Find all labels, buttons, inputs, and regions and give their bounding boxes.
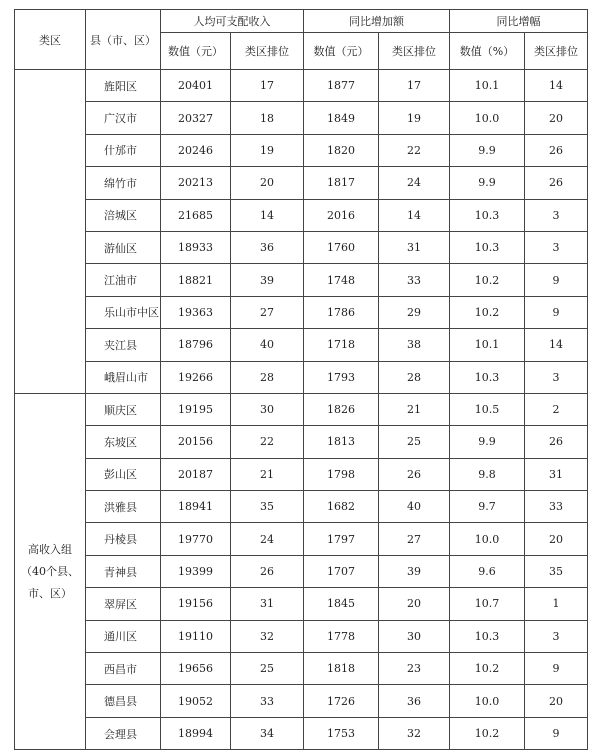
growth-rank-cell: 26 [525, 426, 588, 458]
income-rank-cell: 36 [231, 231, 304, 263]
header-increase-rank: 类区排位 [379, 33, 450, 70]
growth-value-cell: 10.3 [450, 620, 525, 652]
increase-rank-cell: 17 [379, 70, 450, 102]
growth-rank-cell: 20 [525, 685, 588, 717]
income-rank-cell: 21 [231, 458, 304, 490]
income-value-cell: 19266 [161, 361, 231, 393]
table-row [15, 199, 588, 231]
increase-rank-cell: 40 [379, 491, 450, 523]
income-rank-cell: 14 [231, 199, 304, 231]
header-county: 县（市、区） [86, 10, 161, 70]
income-table [14, 9, 588, 750]
table-row [15, 70, 588, 102]
income-rank-cell: 24 [231, 523, 304, 555]
increase-value-cell: 1845 [304, 588, 379, 620]
growth-rank-cell: 14 [525, 70, 588, 102]
growth-rank-cell: 20 [525, 523, 588, 555]
income-value-cell: 19156 [161, 588, 231, 620]
table-row [15, 620, 588, 652]
increase-rank-cell: 22 [379, 134, 450, 166]
increase-value-cell: 1778 [304, 620, 379, 652]
growth-rank-cell: 31 [525, 458, 588, 490]
increase-value-cell: 1826 [304, 393, 379, 425]
county-cell: 江油市 [86, 264, 161, 296]
county-cell: 丹棱县 [86, 523, 161, 555]
table-row [15, 555, 588, 587]
county-cell: 洪雅县 [86, 491, 161, 523]
increase-rank-cell: 30 [379, 620, 450, 652]
income-value-cell: 19363 [161, 296, 231, 328]
increase-value-cell: 1877 [304, 70, 379, 102]
increase-value-cell: 1849 [304, 102, 379, 134]
increase-value-cell: 2016 [304, 199, 379, 231]
growth-rank-cell: 20 [525, 102, 588, 134]
increase-value-cell: 1748 [304, 264, 379, 296]
header-category: 类区 [15, 10, 86, 70]
income-value-cell: 19656 [161, 653, 231, 685]
growth-value-cell: 9.9 [450, 426, 525, 458]
county-cell: 涪城区 [86, 199, 161, 231]
income-rank-cell: 33 [231, 685, 304, 717]
growth-value-cell: 10.1 [450, 70, 525, 102]
table-row [15, 167, 588, 199]
growth-rank-cell: 14 [525, 329, 588, 361]
increase-value-cell: 1793 [304, 361, 379, 393]
header-income-rank: 类区排位 [231, 33, 304, 70]
income-rank-cell: 40 [231, 329, 304, 361]
header-increase-value: 数值（元） [304, 33, 379, 70]
income-value-cell: 20156 [161, 426, 231, 458]
county-cell: 会理县 [86, 717, 161, 749]
growth-rank-cell: 33 [525, 491, 588, 523]
income-rank-cell: 18 [231, 102, 304, 134]
increase-value-cell: 1817 [304, 167, 379, 199]
growth-value-cell: 9.9 [450, 167, 525, 199]
income-value-cell: 18994 [161, 717, 231, 749]
header-group-increase: 同比增加额 [304, 10, 450, 33]
increase-rank-cell: 21 [379, 393, 450, 425]
income-value-cell: 19770 [161, 523, 231, 555]
growth-value-cell: 10.3 [450, 231, 525, 263]
table-row [15, 361, 588, 393]
table-row [15, 523, 588, 555]
county-cell: 东坡区 [86, 426, 161, 458]
growth-rank-cell: 9 [525, 296, 588, 328]
increase-rank-cell: 25 [379, 426, 450, 458]
income-rank-cell: 17 [231, 70, 304, 102]
growth-value-cell: 9.8 [450, 458, 525, 490]
income-value-cell: 19399 [161, 555, 231, 587]
growth-rank-cell: 3 [525, 620, 588, 652]
income-rank-cell: 35 [231, 491, 304, 523]
income-value-cell: 20187 [161, 458, 231, 490]
increase-rank-cell: 29 [379, 296, 450, 328]
income-rank-cell: 27 [231, 296, 304, 328]
income-value-cell: 18933 [161, 231, 231, 263]
header-group-growth: 同比增幅 [450, 10, 588, 33]
growth-value-cell: 9.7 [450, 491, 525, 523]
increase-value-cell: 1820 [304, 134, 379, 166]
increase-rank-cell: 38 [379, 329, 450, 361]
increase-rank-cell: 33 [379, 264, 450, 296]
county-cell: 夹江县 [86, 329, 161, 361]
increase-value-cell: 1818 [304, 653, 379, 685]
increase-value-cell: 1682 [304, 491, 379, 523]
growth-value-cell: 10.1 [450, 329, 525, 361]
increase-value-cell: 1707 [304, 555, 379, 587]
increase-rank-cell: 31 [379, 231, 450, 263]
growth-value-cell: 10.0 [450, 102, 525, 134]
table-row [15, 393, 588, 425]
increase-value-cell: 1813 [304, 426, 379, 458]
increase-value-cell: 1753 [304, 717, 379, 749]
income-value-cell: 20213 [161, 167, 231, 199]
county-cell: 西昌市 [86, 653, 161, 685]
increase-rank-cell: 24 [379, 167, 450, 199]
growth-value-cell: 10.7 [450, 588, 525, 620]
growth-value-cell: 10.2 [450, 264, 525, 296]
increase-rank-cell: 23 [379, 653, 450, 685]
header-group-income: 人均可支配收入 [161, 10, 304, 33]
income-rank-cell: 26 [231, 555, 304, 587]
table-row [15, 231, 588, 263]
increase-rank-cell: 19 [379, 102, 450, 134]
table-row [15, 426, 588, 458]
increase-rank-cell: 36 [379, 685, 450, 717]
income-value-cell: 21685 [161, 199, 231, 231]
growth-value-cell: 10.3 [450, 361, 525, 393]
county-cell: 青神县 [86, 555, 161, 587]
table-row [15, 653, 588, 685]
table-row [15, 296, 588, 328]
county-cell: 顺庆区 [86, 393, 161, 425]
growth-rank-cell: 2 [525, 393, 588, 425]
table-row [15, 329, 588, 361]
table-row [15, 717, 588, 749]
table-body [15, 70, 588, 750]
growth-rank-cell: 26 [525, 134, 588, 166]
income-value-cell: 19195 [161, 393, 231, 425]
income-rank-cell: 22 [231, 426, 304, 458]
growth-rank-cell: 26 [525, 167, 588, 199]
table-row [15, 588, 588, 620]
growth-rank-cell: 9 [525, 717, 588, 749]
growth-rank-cell: 9 [525, 264, 588, 296]
table-row [15, 491, 588, 523]
category-cell [15, 70, 86, 394]
income-rank-cell: 19 [231, 134, 304, 166]
county-cell: 峨眉山市 [86, 361, 161, 393]
county-cell: 彭山区 [86, 458, 161, 490]
increase-value-cell: 1726 [304, 685, 379, 717]
growth-value-cell: 10.2 [450, 717, 525, 749]
increase-value-cell: 1798 [304, 458, 379, 490]
county-cell: 乐山市中区 [86, 296, 161, 328]
income-rank-cell: 39 [231, 264, 304, 296]
income-value-cell: 18796 [161, 329, 231, 361]
growth-value-cell: 10.5 [450, 393, 525, 425]
income-value-cell: 18821 [161, 264, 231, 296]
income-rank-cell: 30 [231, 393, 304, 425]
increase-value-cell: 1786 [304, 296, 379, 328]
increase-value-cell: 1760 [304, 231, 379, 263]
growth-rank-cell: 1 [525, 588, 588, 620]
header-income-value: 数值（元） [161, 33, 231, 70]
growth-value-cell: 9.9 [450, 134, 525, 166]
increase-value-cell: 1797 [304, 523, 379, 555]
growth-rank-cell: 3 [525, 231, 588, 263]
table-row [15, 134, 588, 166]
increase-value-cell: 1718 [304, 329, 379, 361]
growth-value-cell: 10.0 [450, 685, 525, 717]
income-rank-cell: 34 [231, 717, 304, 749]
income-rank-cell: 31 [231, 588, 304, 620]
county-cell: 广汉市 [86, 102, 161, 134]
increase-rank-cell: 32 [379, 717, 450, 749]
county-cell: 翠屏区 [86, 588, 161, 620]
growth-rank-cell: 9 [525, 653, 588, 685]
growth-value-cell: 10.2 [450, 296, 525, 328]
county-cell: 什邡市 [86, 134, 161, 166]
income-rank-cell: 20 [231, 167, 304, 199]
increase-rank-cell: 27 [379, 523, 450, 555]
growth-value-cell: 9.6 [450, 555, 525, 587]
growth-value-cell: 10.3 [450, 199, 525, 231]
header-growth-rank: 类区排位 [525, 33, 588, 70]
income-value-cell: 19052 [161, 685, 231, 717]
income-value-cell: 20401 [161, 70, 231, 102]
county-cell: 绵竹市 [86, 167, 161, 199]
income-rank-cell: 25 [231, 653, 304, 685]
increase-rank-cell: 39 [379, 555, 450, 587]
county-cell: 游仙区 [86, 231, 161, 263]
growth-rank-cell: 3 [525, 199, 588, 231]
table-row [15, 458, 588, 490]
increase-rank-cell: 26 [379, 458, 450, 490]
category-cell: 高收入组（40个县、市、区） [15, 393, 86, 749]
income-value-cell: 18941 [161, 491, 231, 523]
growth-value-cell: 10.0 [450, 523, 525, 555]
county-cell: 旌阳区 [86, 70, 161, 102]
income-value-cell: 20327 [161, 102, 231, 134]
table-row [15, 102, 588, 134]
growth-value-cell: 10.2 [450, 653, 525, 685]
table-row [15, 264, 588, 296]
increase-rank-cell: 20 [379, 588, 450, 620]
income-rank-cell: 28 [231, 361, 304, 393]
growth-rank-cell: 35 [525, 555, 588, 587]
income-rank-cell: 32 [231, 620, 304, 652]
income-value-cell: 19110 [161, 620, 231, 652]
growth-rank-cell: 3 [525, 361, 588, 393]
income-value-cell: 20246 [161, 134, 231, 166]
county-cell: 通川区 [86, 620, 161, 652]
header-growth-value: 数值（%） [450, 33, 525, 70]
county-cell: 德昌县 [86, 685, 161, 717]
table-row [15, 685, 588, 717]
increase-rank-cell: 14 [379, 199, 450, 231]
increase-rank-cell: 28 [379, 361, 450, 393]
